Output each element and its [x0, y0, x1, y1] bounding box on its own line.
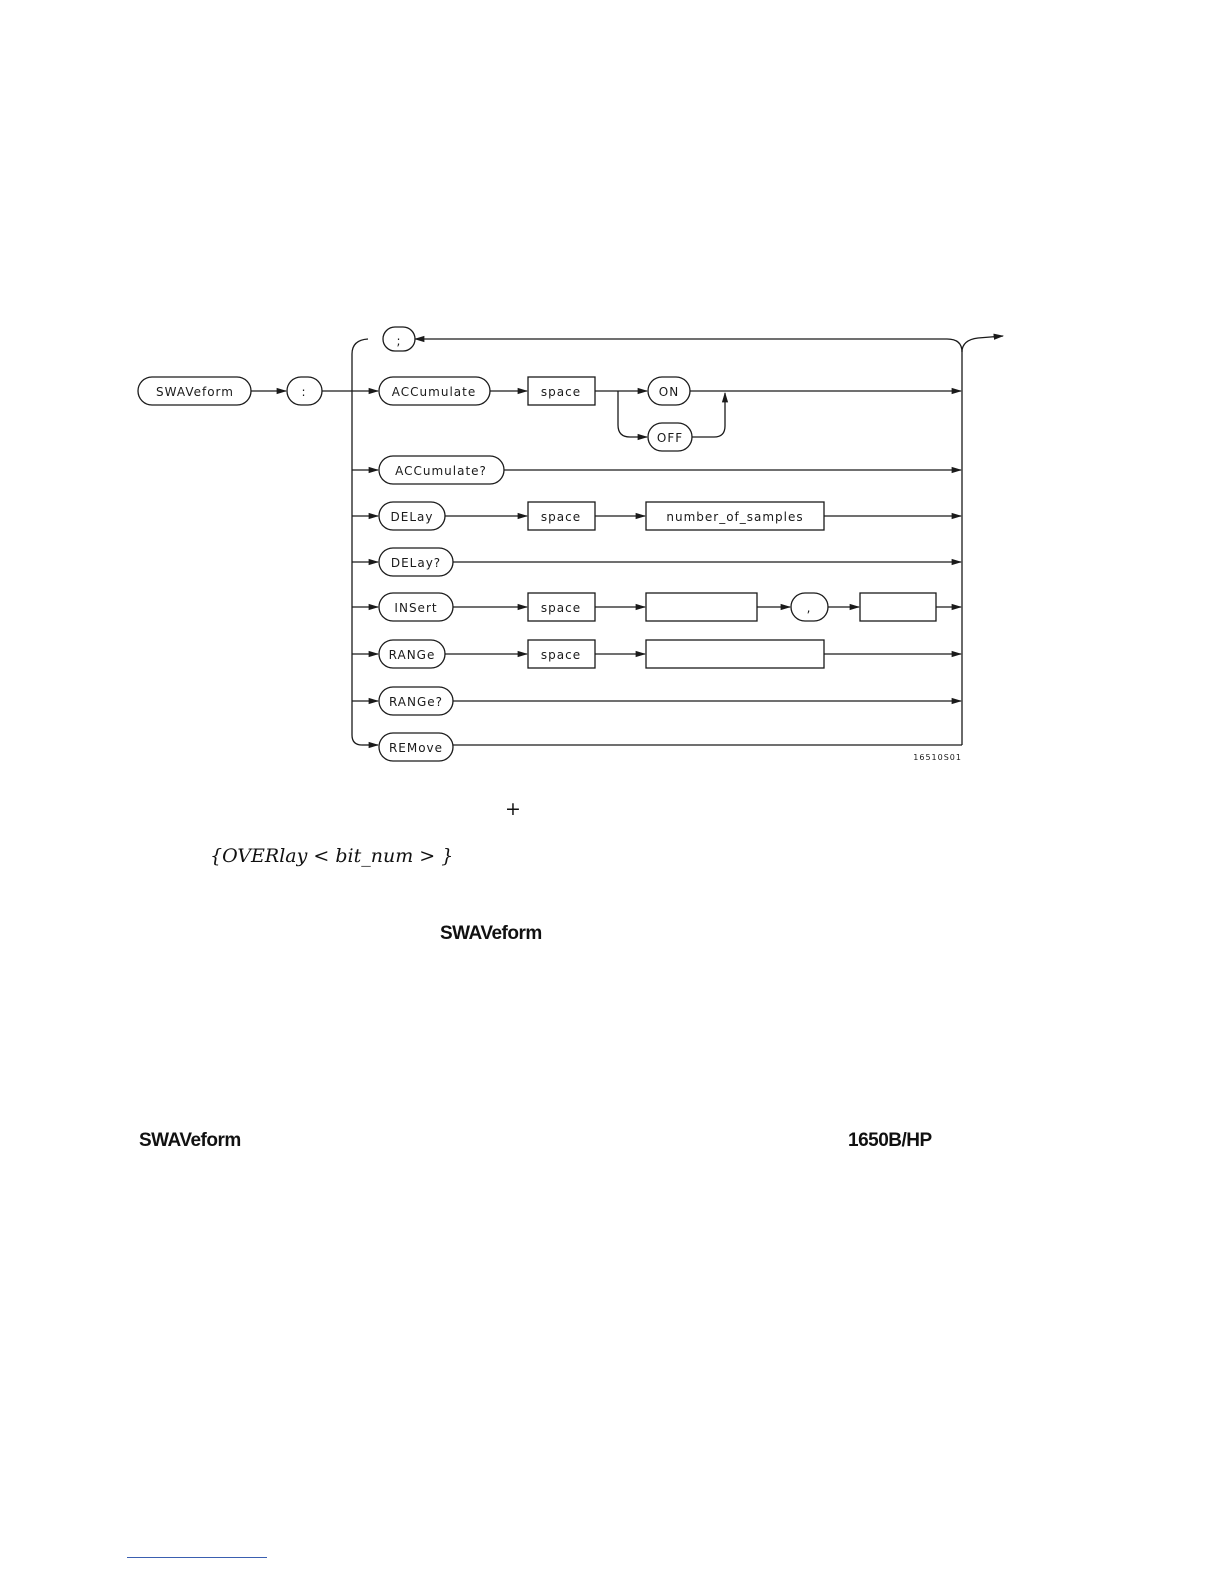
accumulate-space-text: space	[540, 385, 582, 399]
exit-arrow	[962, 336, 1003, 352]
delay-text: DELay	[390, 510, 434, 524]
range-text: RANGe	[388, 648, 436, 662]
overlay-syntax-note: {OVERlay < bit_num > }	[210, 845, 454, 867]
loop-top-left-curve	[352, 339, 368, 354]
number-of-samples-text: number_of_samples	[666, 510, 804, 524]
accumulate-text: ACCumulate	[391, 385, 477, 399]
insert-param2-box	[860, 593, 936, 621]
range-query-text: RANGe?	[388, 695, 444, 709]
off-branch-arrow	[618, 391, 647, 437]
off-return-arrow	[692, 393, 725, 437]
insert-text: INSert	[394, 601, 438, 615]
section-heading: SWAVeform	[440, 923, 542, 944]
semicolon-text: ;	[396, 334, 402, 348]
insert-param1-box	[646, 593, 757, 621]
accumulate-query-text: ACCumulate?	[395, 464, 487, 478]
insert-space-text: space	[540, 601, 582, 615]
plus-sign: +	[505, 798, 521, 820]
delay-space-text: space	[540, 510, 582, 524]
loop-top-right-curve	[947, 339, 962, 352]
footer-rule	[127, 1557, 267, 1558]
figure-id-label: 16510S01	[913, 753, 962, 762]
footer-left-label: SWAVeform	[139, 1130, 241, 1151]
colon-text: :	[301, 385, 307, 399]
swaveform-root-text: SWAVeform	[156, 385, 234, 399]
range-param-box	[646, 640, 824, 668]
delay-query-text: DELay?	[390, 556, 442, 570]
remove-text: REMove	[388, 741, 444, 755]
range-space-text: space	[540, 648, 582, 662]
off-text: OFF	[656, 431, 684, 445]
left-bus-line	[352, 354, 362, 745]
footer-right-label: 1650B/HP	[848, 1130, 932, 1151]
on-text: ON	[658, 385, 680, 399]
insert-comma-text: ,	[806, 601, 812, 615]
